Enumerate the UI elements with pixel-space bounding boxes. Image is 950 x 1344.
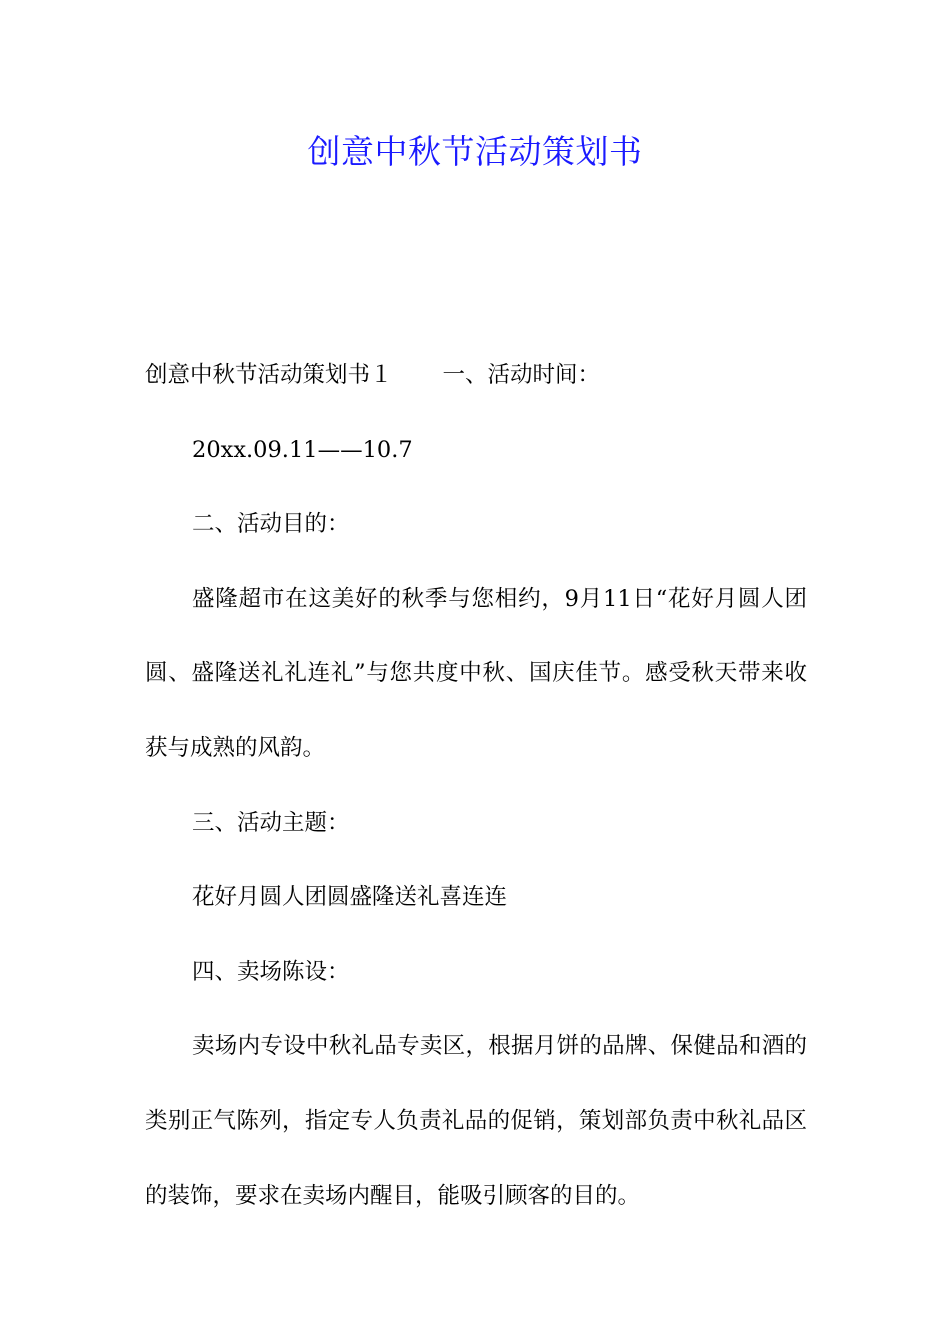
item1-text: 20xx.09.11——10.7 <box>192 436 413 463</box>
item3-text: 花好月圆人团圆盛隆送礼喜连连 <box>192 884 508 911</box>
document-title: 创意中秋节活动策划书 <box>307 132 643 171</box>
document-body <box>145 338 807 1233</box>
item3-heading: 三、活动主题： <box>192 809 350 836</box>
item4-text: 卖场内专设中秋礼品专卖区，根据月饼的品牌、保健品和酒的类别正气陈列，指定专人负责礼品的促销，策划部负责中秋礼品区的装饰，要求在卖场内醒目，能吸引顾客的目的。 <box>145 1033 807 1209</box>
item2-heading: 二、活动目的： <box>192 511 350 538</box>
item2-text: 盛隆超市在这美好的秋季与您相约，9月11日“花好月圆人团圆、盛隆送礼礼连礼”与您共度中秋、国庆佳节。感受秋天带来收获与成熟的风韵。 <box>145 585 807 761</box>
section-heading: 创意中秋节活动策划书１ <box>145 362 393 388</box>
section-intro-line <box>145 338 807 413</box>
item4-heading: 四、卖场陈设： <box>192 958 350 985</box>
item1-heading: 一、活动时间： <box>442 362 601 388</box>
